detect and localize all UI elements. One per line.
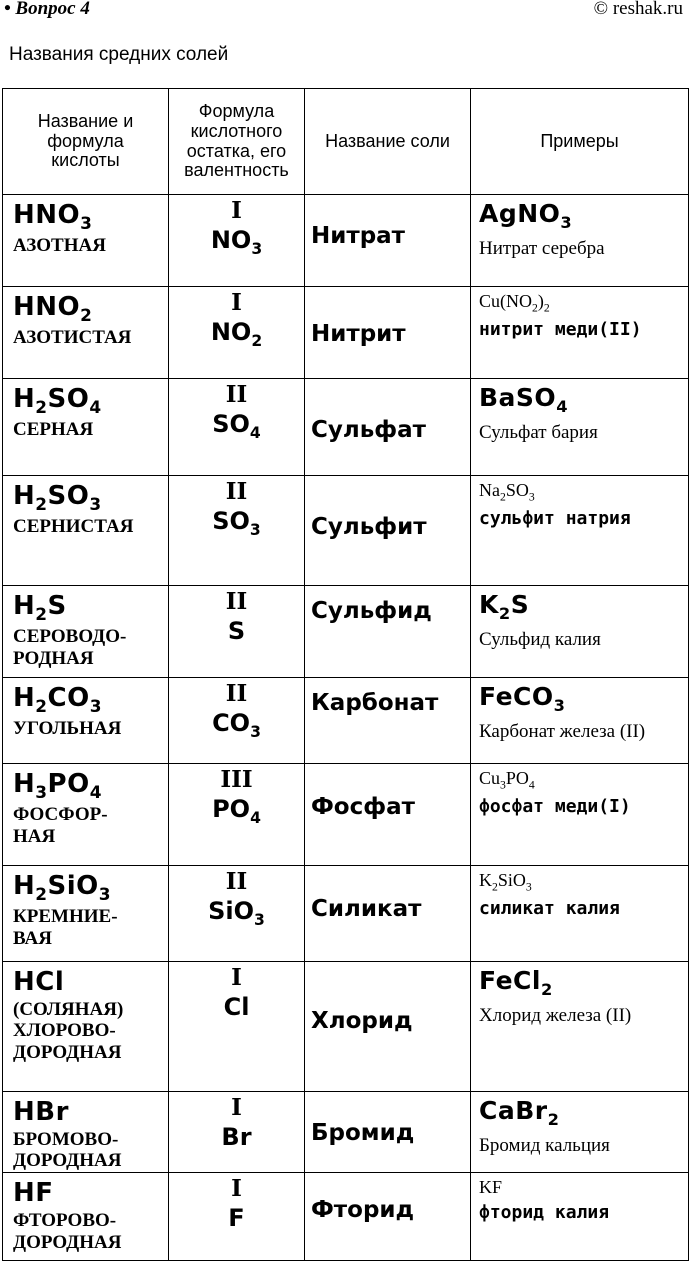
column-header: Название и формула кислоты [3,89,169,195]
anion-formula [169,708,304,742]
acid-formula [13,293,168,325]
example-cell [471,1173,689,1261]
salt-name: Силикат [311,896,422,922]
valence: I [231,1094,242,1121]
salts-table [2,88,689,1261]
anion-formula [169,794,304,828]
formula-part: H [13,871,36,901]
acid-name: АЗОТИСТАЯ [13,326,132,348]
formula-part: HF [13,1178,54,1209]
anion-formula [169,1203,304,1234]
example-cell [471,586,689,678]
formula-part: Br [221,1122,252,1151]
valence: II [225,478,248,505]
salt-name-cell [305,1173,471,1261]
example-cell [471,379,689,476]
example-formula: $Cu_3PO_4$ [479,768,535,792]
formula-part: HNO [13,292,81,322]
anion-formula [169,225,304,259]
example-formula: $Na_2SO_3$ [479,480,535,504]
formula-part: 4 [556,397,568,416]
anion-cell [169,1092,305,1173]
acid-cell [3,1092,169,1173]
anion-cell [169,287,305,379]
anion-cell [169,866,305,962]
example-cell [471,764,689,866]
site-credit: © reshak.ru [593,0,683,19]
valence: II [225,868,248,895]
formula-part: BaSO [479,383,557,412]
example-formula [479,383,688,416]
acid-cell [3,379,169,476]
example-cell [471,476,689,586]
acid-formula [13,1179,168,1208]
table-row [3,1092,689,1173]
example-name: Карбонат железа (II) [479,721,646,742]
example-name: Сульфид калия [479,629,601,650]
formula-part: 3 [80,213,93,234]
valence: II [225,680,248,707]
formula-part: 2 [35,604,48,625]
formula-part: CaBr [479,1096,548,1125]
salt-name-cell [305,379,471,476]
formula-part: 3 [254,910,265,929]
formula-part: 2 [80,305,93,326]
acid-name: ФОСФОР- НАЯ [13,803,108,847]
anion-formula [169,506,304,540]
formula-part: 4 [89,397,102,418]
table-row [3,1173,689,1261]
salt-name-cell [305,866,471,962]
acid-name: СЕРНИСТАЯ [13,515,134,537]
formula-part: 3 [98,884,112,905]
formula-part: CO [47,683,90,713]
example-name: Сульфат бария [479,422,598,443]
formula-part: 3 [250,722,261,741]
anion-formula [169,409,304,443]
formula-part: FeCl [479,966,541,995]
acid-cell [3,962,169,1092]
example-cell [471,678,689,764]
acid-formula [13,482,168,514]
salt-name-cell [305,287,471,379]
example-name: Бромид кальция [479,1135,610,1156]
formula-part: S [227,616,246,645]
salt-name: Фторид [311,1197,415,1224]
acid-cell [3,195,169,287]
formula-part: NO [210,225,252,254]
table-row [3,379,689,476]
formula-part: 3 [553,696,566,715]
formula-part: H [13,481,36,511]
salt-name: Сульфид [311,598,432,624]
salt-name: Бромид [311,1120,415,1146]
acid-cell [3,287,169,379]
salt-name: Фосфат [311,794,415,820]
column-header: Название соли [305,89,471,195]
anion-cell [169,195,305,287]
anion-cell [169,1173,305,1261]
acid-formula [13,201,168,233]
formula-part: 2 [251,331,263,350]
acid-name: АЗОТНАЯ [13,234,106,256]
formula-part: Cl [223,992,250,1021]
acid-name: УГОЛЬНАЯ [13,717,122,739]
acid-formula [13,872,168,904]
salt-name: Карбонат [311,690,439,716]
valence: I [231,964,242,991]
formula-part: NO [210,317,252,346]
formula-part: H [13,683,36,713]
anion-formula [169,896,304,930]
formula-part: 2 [547,1110,560,1129]
formula-part: CO [212,708,251,737]
formula-part: K [479,590,499,619]
anion-cell [169,476,305,586]
formula-part: S [510,590,530,619]
valence: I [231,1175,242,1203]
acid-name: КРЕМНИЕ- ВАЯ [13,905,118,949]
valence: II [225,588,248,615]
anion-formula [169,1122,304,1153]
example-cell [471,866,689,962]
salt-name-cell [305,195,471,287]
anion-formula [169,317,304,351]
formula-part: 3 [89,494,102,515]
salt-name-cell [305,1092,471,1173]
formula-part: SO [47,481,90,511]
salt-name-cell [305,678,471,764]
acid-formula [13,1098,168,1127]
example-name: фосфат меди(I) [479,795,631,817]
acid-name: (СОЛЯНАЯ) ХЛОРОВО- ДОРОДНАЯ [13,998,124,1064]
table-row [3,195,689,287]
table-row [3,287,689,379]
salt-name: Хлорид [311,1008,413,1034]
formula-part: H [13,769,36,799]
anion-cell [169,586,305,678]
acid-formula [13,592,168,624]
formula-part: 2 [498,604,511,623]
anion-cell [169,379,305,476]
formula-part: PO [212,794,251,823]
table-row [3,764,689,866]
acid-formula [13,770,168,802]
formula-part: 4 [249,423,261,442]
valence: I [231,197,242,224]
column-header: Формула кислотного остатка, его валентность [169,89,305,195]
valence: II [225,381,248,408]
anion-cell [169,764,305,866]
example-name: силикат калия [479,897,620,919]
acid-cell [3,476,169,586]
acid-formula [13,968,168,997]
example-cell [471,1092,689,1173]
example-formula [479,199,688,232]
example-formula [479,966,688,999]
example-name: Хлорид железа (II) [479,1005,632,1026]
acid-name: ФТОРОВО- ДОРОДНАЯ [13,1209,122,1253]
example-cell [471,962,689,1092]
anion-formula [169,992,304,1023]
example-name: сульфит натрия [479,507,631,529]
formula-part: SiO [47,871,99,901]
formula-part: 2 [35,884,48,905]
column-header: Примеры [471,89,689,195]
formula-part: 2 [540,980,553,999]
table-header-row [3,89,689,195]
formula-part: SO [212,506,250,535]
salt-name-cell [305,476,471,586]
salt-name: Нитрат [311,223,406,249]
salt-name: Сульфит [311,514,427,540]
acid-name: СЕРНАЯ [13,418,94,440]
valence: I [231,289,242,316]
valence: III [220,766,253,793]
example-name: нитрит меди(II) [479,318,642,340]
table-row [3,476,689,586]
formula-part: 3 [560,213,573,232]
example-name: фторид калия [479,1202,610,1224]
table-row [3,962,689,1092]
example-formula [479,682,688,715]
anion-formula [169,616,304,647]
acid-cell [3,1173,169,1261]
question-label: • Вопрос 4 [4,0,90,19]
acid-cell [3,678,169,764]
formula-part: HBr [13,1097,69,1127]
formula-part: SiO [208,896,255,925]
salt-name-cell [305,764,471,866]
acid-cell [3,764,169,866]
example-formula: $K_2SiO_3$ [479,870,532,894]
acid-name: БРОМОВО- ДОРОДНАЯ [13,1128,122,1172]
formula-part: 4 [250,808,261,827]
table-row [3,678,689,764]
formula-part: HNO [13,200,81,230]
formula-part: AgNO [479,199,561,228]
salt-name: Сульфат [311,417,426,443]
table-row [3,866,689,962]
salt-name-cell [305,586,471,678]
formula-part: HCl [13,967,65,997]
acid-name: СЕРОВОДО- РОДНАЯ [13,625,127,669]
formula-part: F [228,1203,245,1232]
formula-part: 3 [89,696,102,717]
anion-cell [169,962,305,1092]
formula-part: FeCO [479,682,554,711]
acid-cell [3,586,169,678]
example-cell [471,195,689,287]
anion-cell [169,678,305,764]
example-formula: KF [479,1177,503,1198]
formula-part: 3 [249,520,261,539]
formula-part: 3 [35,782,48,803]
formula-part: H [13,591,36,621]
salt-name: Нитрит [311,321,406,347]
example-cell [471,287,689,379]
formula-part: 4 [89,782,102,803]
example-formula [479,1096,688,1129]
example-formula [479,590,688,623]
formula-part: 2 [35,397,48,418]
table-row [3,586,689,678]
acid-cell [3,866,169,962]
salt-name-cell [305,962,471,1092]
example-name: Нитрат серебра [479,238,605,259]
formula-part: SO [212,409,250,438]
formula-part: 2 [35,696,48,717]
acid-formula [13,684,168,716]
formula-part: H [13,384,36,414]
formula-part: 2 [35,494,48,515]
formula-part: 3 [251,239,263,258]
acid-formula [13,385,168,417]
page-subtitle: Названия средних солей [9,44,229,65]
formula-part: PO [47,769,90,799]
formula-part: SO [47,384,90,414]
example-formula: $Cu(NO_2)_2$ [479,291,550,315]
formula-part: S [47,591,67,621]
